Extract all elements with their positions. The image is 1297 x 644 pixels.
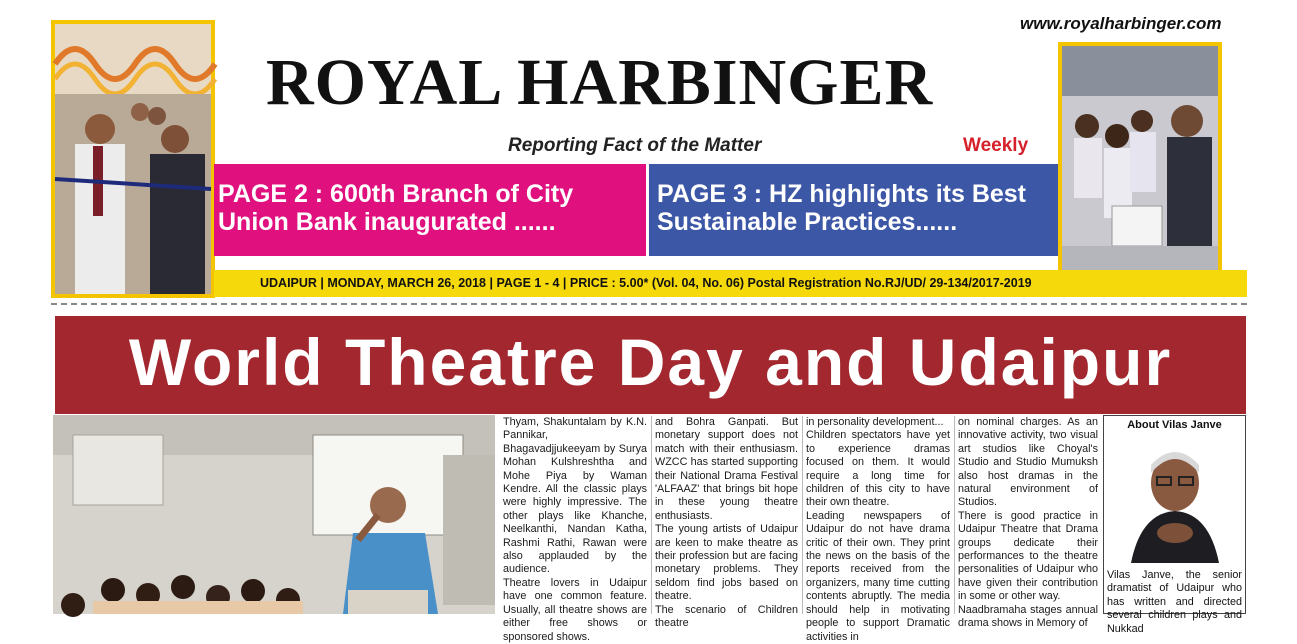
teaser-page-2[interactable] (214, 164, 646, 256)
teaser-line: PAGE 3 : HZ highlights its Best (657, 180, 1027, 208)
article-column-3 (806, 416, 950, 644)
paragraph: and Bohra Ganpati. But monetary support does not match with their enthusiasm. WZCC has started supporting their National Drama Festival 'ALFAAZ' that brings bit hope in these young theatre enthusiasts. (655, 416, 798, 522)
sidebar-title: About Vilas Janve (1127, 419, 1222, 431)
column-divider (954, 416, 955, 614)
column-divider (802, 416, 803, 614)
paragraph: Thyam, Shakuntalam by K.N. Pannikar, Bhagavadjjukeeyam by Surya Mohan Kulshreshtha and Mohe Piya by Waman Kendre. All the classic plays were highly impressive. The other plays like Khanche, Neelkanthi, Nandan Katha, Rashmi Rathi, Rawan were also applauded by the audience. (503, 416, 647, 576)
teaser-line: PAGE 2 : 600th Branch of City (218, 180, 574, 208)
paragraph: The young artists of Udaipur are keen to make theatre as their profession but are facing monetary problems. They seldom find jobs based on theatre. (655, 523, 798, 603)
main-headline: World Theatre Day and Udaipur (128, 325, 1173, 399)
teaser-line: Sustainable Practices...... (657, 208, 958, 236)
inauguration-photo (51, 20, 215, 298)
header-divider (51, 303, 1247, 305)
inauguration-photo-image (55, 24, 211, 294)
column-divider (651, 416, 652, 614)
article-column-2 (655, 416, 798, 631)
teaser-line: Union Bank inaugurated ...... (218, 208, 556, 236)
dateline-bar: UDAIPUR | MONDAY, MARCH 26, 2018 | PAGE 1 - 4 | PRICE : 5.00* (Vol. 04, No. 06) Postal Registration No.RJ/UD/ 29-134/2017-2019 (214, 270, 1247, 297)
paragraph: The scenario of Children theatre (655, 603, 798, 630)
paragraph: Theatre lovers in Udaipur have one common feature. Usually, all theatre shows are either free shows or sponsored shows. (503, 576, 647, 643)
teaser-page-3[interactable] (649, 164, 1058, 256)
paragraph: There is good practice in Udaipur Theatre that Drama groups dedicate their performances to the theatre personalities of Udaipur who have given their contribution in some or other way. (958, 509, 1098, 603)
paragraph: Children spectators have yet to experience dramas focused on them. It would require a long time for children of this city to have their own theatre. (806, 429, 950, 509)
about-sidebar (1103, 415, 1246, 635)
article-column-1 (503, 416, 647, 644)
portrait-photo (1111, 435, 1239, 563)
paragraph: Leading newspapers of Udaipur do not have drama critic of their own. They print the news on the basis of the reports received from the organizers, many time cutting contents abruptly. The media should help in motivating people to support Dramatic activities in (806, 509, 950, 643)
tagline: Reporting Fact of the Matter (508, 135, 762, 156)
newspaper-title: ROYAL HARBINGER (266, 46, 934, 119)
frequency-label: Weekly (963, 135, 1029, 156)
students-photo (1058, 42, 1222, 296)
paragraph: Naadbramaha stages annual drama shows in Memory of (958, 603, 1098, 630)
students-photo-image (1062, 46, 1218, 292)
website-url: www.royalharbinger.com (1020, 14, 1222, 33)
article-column-4 (958, 416, 1098, 631)
paragraph: in personality development... (806, 416, 944, 428)
theatre-workshop-photo (53, 415, 495, 614)
sidebar-caption: Vilas Janve, the senior dramatist of Udaipur who has written and directed several children plays and Nukkad (1107, 569, 1242, 635)
paragraph: on nominal charges. As an innovative activity, two visual art studios like Choyal's Studio and Studio Mumuksh also host dramas in the natural environment of Studios. (958, 416, 1098, 509)
